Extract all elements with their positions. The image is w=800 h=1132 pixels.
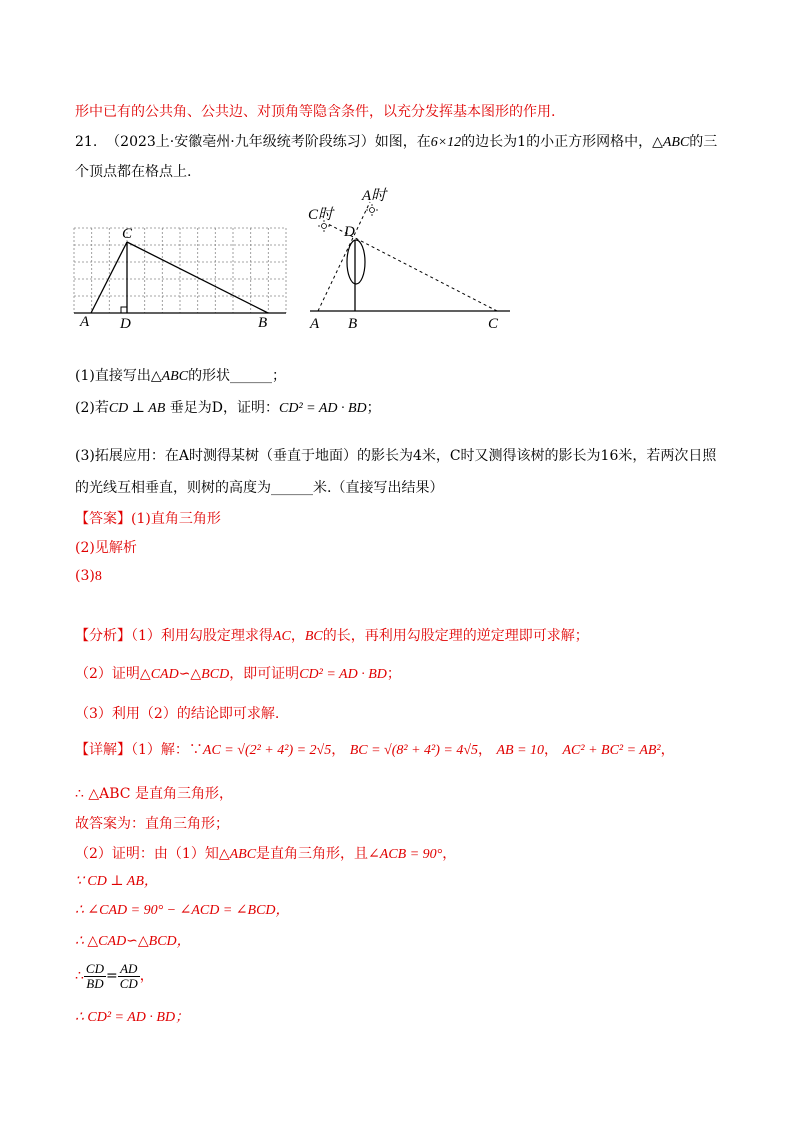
q1-blank: 的形状______； [188,368,287,384]
problem-source: （2023上·安徽亳州·九年级统考阶段练习） [106,134,375,150]
answer-label: 【答案】 [75,511,131,527]
analysis-ac: AC [272,629,291,644]
detail-l8-end: ， [139,968,154,984]
question-1 [75,366,286,387]
q2-condition: CD ⊥ AB [108,401,166,416]
label-c: C [122,226,133,242]
detail-line-7: ∴ △CAD∽△BCD， [75,934,191,949]
label-c: C [488,316,499,332]
q2-text: (2)若 [75,400,109,416]
label-d: D [344,224,355,240]
detail-l8-pre: ∴ [75,968,84,984]
label-b: B [348,316,358,332]
answer-line-1 [75,509,221,529]
analysis-p2-end: ； [386,666,401,682]
analysis-p2-mid: ，即可证明 [229,666,300,682]
detail-line-9: ∴ CD² = AD · BD； [75,1010,190,1025]
tree-crown [347,240,365,284]
label-a: A [80,314,90,330]
analysis-line-2 [75,664,401,685]
detail-bc-calc: BC = √(8² + 4²) = 4√5 [349,743,479,758]
answer-1: (1)直角三角形 [131,511,221,527]
question-2 [75,398,381,419]
detail-ab: AB = 10 [496,743,545,758]
answer-2: (2)见解析 [75,540,137,556]
problem-line-2: 个顶点都在格点上. [75,164,192,180]
analysis-line-3: （3）利用（2）的结论即可求解. [75,706,280,722]
analysis-sep: ， [290,628,305,644]
triangle-abc: △ABC [652,135,690,150]
analysis-bc: BC [304,629,323,644]
detail-line-1: 【详解】（1）解：∵AC = √(2² + 4²) = 2√5， BC = √(8² + 4²) = 4√5， AB = 10， AC² + BC² = AB²， [75,742,675,758]
q2-formula: CD² = AD · BD [279,401,367,416]
detail-l4-pre: （2）证明：由（1）知 [75,846,219,862]
problem-text-c: 的三 [689,134,718,150]
detail-line-3: 故答案为：直角三角形； [75,816,229,832]
analysis-p1-post: 的长，再利用勾股定理的逆定理即可求解； [322,628,589,644]
right-angle-mark [121,307,127,313]
detail-l4-mid: 是直角三角形，且 [256,846,369,862]
detail-line-6: ∴ ∠CAD = 90° − ∠ACD = ∠BCD， [75,903,290,918]
detail-line-8 [75,960,154,992]
answer-3-prefix: (3) [75,568,95,584]
q1-triangle: △ABC [150,369,189,384]
detail-l4-triangle: △ABC [218,847,257,862]
analysis-p2-pre: （2）证明 [75,666,140,682]
grid-size: 6×12 [430,135,462,150]
analysis-p1-pre: （1）利用勾股定理求得 [131,628,273,644]
analysis-similar: △CAD∽△BCD [139,667,230,682]
label-a: A [310,316,320,332]
problem-text-a: 如图，在 [374,134,431,150]
answer-3-value: 8 [94,569,102,584]
problem-text-b: 的边长为1的小正方形网格中， [461,134,653,150]
label-b: B [258,315,268,331]
analysis-formula: CD² = AD · BD [299,667,387,682]
q2-end: ； [366,400,381,416]
fraction-cd-bd [84,962,106,991]
q1-text: (1)直接写出 [75,368,151,384]
detail-l4-angle: ∠ACB = 90° [368,847,443,862]
label-a-time: A时 [362,188,387,204]
fraction-1-denominator: BD [86,975,104,991]
tree-shadow-figure [300,182,515,334]
analysis-line-1 [75,626,589,647]
problem-line-1 [75,132,717,153]
grid-triangle-figure [66,218,296,333]
analysis-label: 【分析】 [75,628,131,644]
q2-mid: 垂足为D，证明： [169,400,279,416]
intro-text: 形中已有的公共角、公共边、对顶角等隐含条件，以充分发挥基本图形的作用. [75,104,556,120]
label-d: D [120,316,131,332]
detail-l8-eq: = [105,968,118,984]
fraction-ad-cd [118,962,140,991]
answer-line-3 [75,566,102,587]
problem-number: 21. [75,134,98,150]
detail-line-5: ∵ CD ⊥ AB， [75,874,158,889]
detail-l1-pre: （1）解：∵ [131,742,203,758]
question-3-line-1: (3)拓展应用：在A时测得某树（垂直于地面）的影长为4米，C时又测得该树的影长为16米，若两次日照 [75,448,717,464]
fraction-1-numerator: CD [85,960,104,976]
label-c-time: C时 [308,207,334,223]
detail-line-4 [75,844,456,865]
detail-ac-calc: AC = √(2² + 4²) = 2√5 [202,743,332,758]
fraction-2-denominator: CD [119,975,138,991]
detail-line-2: ∴ △ABC 是直角三角形， [75,786,233,802]
question-3-line-2: 的光线互相垂直，则树的高度为______米.（直接写出结果） [75,480,444,496]
detail-label: 【详解】 [75,742,131,758]
detail-l4-end: ， [442,846,457,862]
grid-lines [74,228,286,313]
detail-pythagoras: AC² + BC² = AB² [562,743,661,758]
fraction-2-numerator: AD [118,962,140,977]
